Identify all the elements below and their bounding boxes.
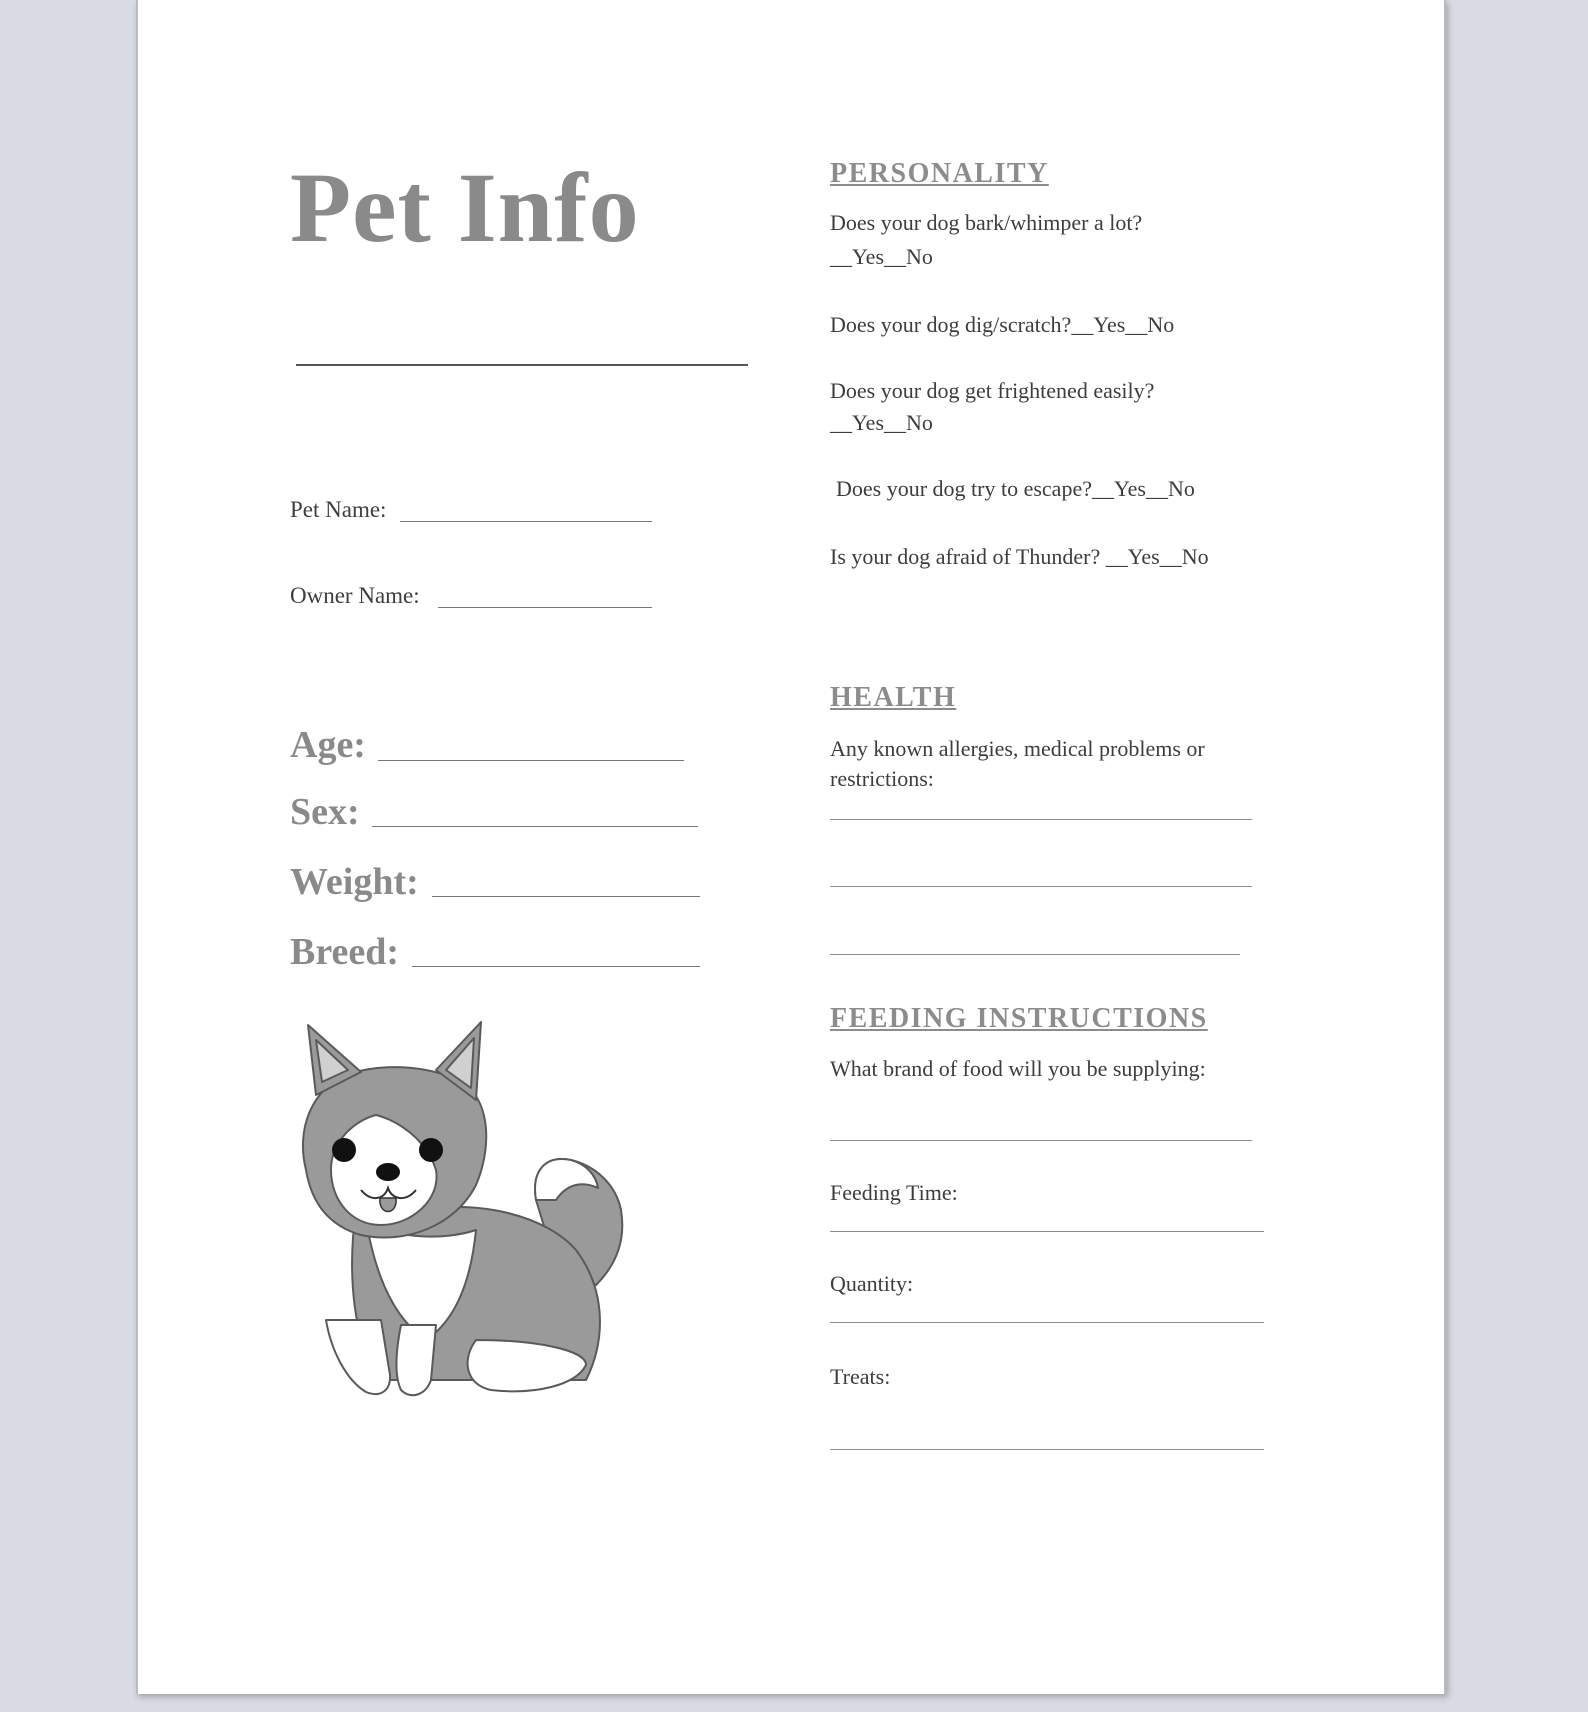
health-answer-line-1[interactable] (830, 819, 1252, 820)
sex-field[interactable] (372, 826, 698, 827)
weight-label: Weight: (290, 861, 419, 903)
health-heading: HEALTH (830, 682, 957, 713)
health-question: Any known allergies, medical problems or (830, 736, 1205, 761)
feeding-treats-label: Treats: (830, 1364, 891, 1389)
page-title: Pet Info (290, 152, 640, 263)
health-question-cont: restrictions: (830, 766, 934, 791)
feeding-quantity-label: Quantity: (830, 1271, 914, 1296)
personality-q3: Does your dog get frightened easily? (830, 378, 1155, 403)
age-label: Age: (290, 724, 366, 766)
breed-field[interactable] (412, 966, 700, 967)
feeding-brand-question: What brand of food will you be supplying: (830, 1056, 1206, 1081)
sex-label: Sex: (290, 791, 360, 833)
owner-name-label: Owner Name: (290, 583, 420, 608)
pet-name-label: Pet Name: (290, 497, 387, 522)
health-answer-line-3[interactable] (830, 954, 1240, 955)
health-answer-line-2[interactable] (830, 886, 1252, 887)
feeding-time-line[interactable] (830, 1231, 1264, 1232)
personality-heading: PERSONALITY (830, 158, 1049, 189)
feeding-treats-line[interactable] (830, 1449, 1264, 1450)
personality-q5[interactable]: Is your dog afraid of Thunder? __Yes__No (830, 544, 1209, 569)
feeding-quantity-line[interactable] (830, 1322, 1264, 1323)
puppy-illustration (286, 1020, 646, 1420)
personality-q4[interactable]: Does your dog try to escape?__Yes__No (836, 476, 1195, 501)
age-field[interactable] (378, 760, 684, 761)
document-page (136, 0, 1446, 1694)
owner-name-field[interactable] (438, 607, 652, 608)
personality-q1-options[interactable]: __Yes__No (830, 244, 933, 269)
title-underline (296, 364, 748, 366)
weight-field[interactable] (432, 896, 700, 897)
feeding-time-label: Feeding Time: (830, 1180, 958, 1205)
feeding-brand-line[interactable] (830, 1140, 1252, 1141)
breed-label: Breed: (290, 931, 400, 973)
personality-q3-options[interactable]: __Yes__No (830, 410, 933, 435)
personality-q1: Does your dog bark/whimper a lot? (830, 210, 1143, 235)
personality-q2[interactable]: Does your dog dig/scratch?__Yes__No (830, 312, 1175, 337)
feeding-heading: FEEDING INSTRUCTIONS (830, 1003, 1208, 1034)
pet-name-field[interactable] (400, 521, 652, 522)
